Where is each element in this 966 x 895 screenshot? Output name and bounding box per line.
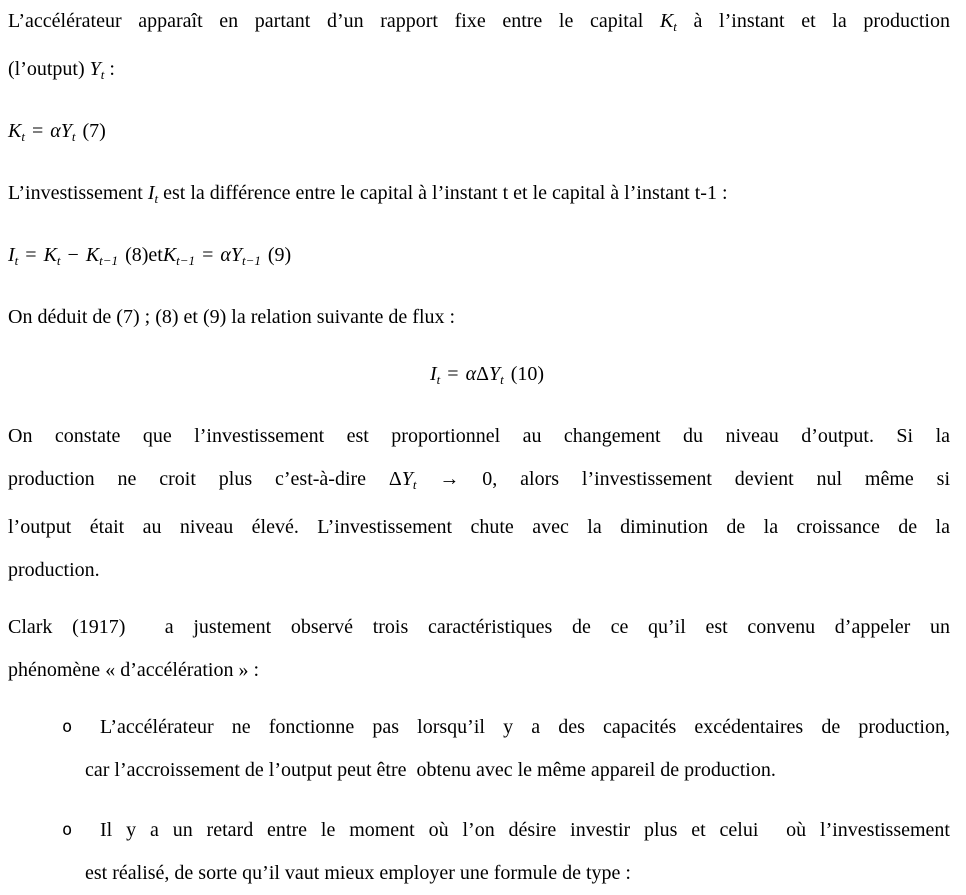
equation-number: (8)	[125, 244, 149, 266]
text-run: phénomène « d’accélération » :	[8, 659, 259, 681]
text-line	[8, 415, 950, 458]
circle-bullet-icon: o	[62, 820, 73, 840]
math-subscript-t: t	[21, 129, 25, 144]
math-var-K: K	[659, 10, 674, 32]
text-line	[8, 649, 950, 692]
math-var-I: I	[147, 182, 155, 204]
paragraph-deduction	[8, 296, 950, 339]
conjunction-et: et	[148, 244, 163, 266]
equation-line	[8, 353, 950, 401]
math-subscript-t: t	[100, 67, 105, 82]
math-var-Y: Y	[89, 58, 101, 80]
equation-line	[8, 234, 950, 282]
math-delta: Δ	[476, 363, 489, 385]
circle-bullet-icon: o	[62, 717, 73, 737]
math-subscript-t-1: t−1	[99, 253, 119, 268]
math-subscript-t: t	[154, 191, 159, 206]
math-subscript-t: t	[71, 129, 76, 144]
math-subscript-t: t	[673, 19, 677, 34]
equals-sign: =	[25, 244, 37, 266]
paragraph-proportionality	[8, 415, 950, 592]
text-run: car l’accroissement de l’output peut être obtenu avec le même appareil de production.	[85, 759, 776, 781]
text-line	[85, 706, 950, 749]
equation-8-9	[8, 234, 950, 282]
math-var-Y: Y	[488, 363, 501, 385]
text-line	[8, 506, 950, 549]
equation-number: (10)	[510, 363, 545, 385]
text-line	[8, 0, 950, 48]
text-run: production.	[8, 559, 100, 581]
paragraph-investment-def	[8, 172, 950, 220]
math-var-Y: Y	[401, 468, 413, 490]
math-delta: Δ	[388, 468, 402, 490]
math-subscript-t-1: t−1	[176, 253, 196, 268]
math-subscript-t: t	[14, 253, 19, 268]
text-run: à l’instant et la production	[676, 10, 950, 32]
text-line	[8, 549, 950, 592]
math-subscript-t-1: t−1	[241, 253, 261, 268]
math-subscript-t: t	[56, 253, 61, 268]
equals-sign: =	[31, 120, 44, 142]
math-var-alpha: α	[465, 363, 477, 385]
paragraph-clark	[8, 606, 950, 692]
text-run: L’investissement	[8, 182, 148, 204]
paragraph-accelerator-intro	[8, 0, 950, 96]
text-line	[8, 606, 950, 649]
text-run: est réalisé, de sorte qu’il vaut mieux employer une formule de type :	[85, 862, 631, 884]
text-run: L’accélérateur ne fonctionne pas lorsqu’il y a des capacités excédentaires de production,	[100, 716, 950, 738]
math-var-I: I	[8, 244, 15, 266]
equation-10	[8, 353, 950, 401]
math-var-alphaY: αY	[50, 120, 72, 142]
math-subscript-t: t	[412, 477, 417, 492]
text-run: Il y a un retard entre le moment où l’on désire investir plus et celui où l’investissement	[100, 819, 950, 841]
text-run: :	[104, 58, 115, 80]
text-run: Clark (1917) a justement observé trois caractéristiques de ce qu’il est convenu d’appeler un	[8, 616, 950, 638]
math-subscript-t: t	[500, 372, 504, 387]
text-line	[8, 172, 950, 220]
text-line	[85, 809, 950, 852]
list-item-investment-lag	[62, 809, 950, 895]
text-run: production ne croit plus c’est-à-dire	[8, 468, 389, 490]
text-run: On constate que l’investissement est proportionnel au changement du niveau d’output. Si la	[8, 425, 950, 447]
text-line	[8, 48, 950, 96]
text-line	[85, 749, 950, 792]
math-var-alphaY: αY	[220, 244, 242, 266]
math-var-K: K	[85, 244, 100, 266]
text-run: On déduit de (7) ; (8) et (9) la relation suivante de flux :	[8, 306, 456, 328]
equation-number: (7)	[82, 120, 106, 142]
list-item-excess-capacity	[62, 706, 950, 792]
math-var-K: K	[43, 244, 57, 266]
text-run: l’output était au niveau élevé. L’investissement chute avec la diminution de la croissance de la	[8, 516, 950, 538]
math-var-K: K	[162, 244, 177, 266]
equation-line	[8, 110, 950, 158]
text-run: → 0, alors l’investissement devient nul même si	[416, 468, 950, 490]
equals-sign: =	[447, 363, 459, 385]
math-var-K: K	[8, 120, 22, 142]
text-line	[85, 852, 950, 895]
text-run: est la différence entre le capital à l’instant t et le capital à l’instant t-1 :	[158, 182, 728, 204]
math-subscript-t: t	[436, 372, 441, 387]
text-run: L’accélérateur apparaît en partant d’un rapport fixe entre le capital	[8, 10, 660, 32]
equals-sign: =	[202, 244, 214, 266]
equation-number: (9)	[267, 244, 292, 266]
math-var-I: I	[429, 363, 437, 385]
bullet-list	[8, 706, 950, 895]
equation-7	[8, 110, 950, 158]
minus-sign: −	[67, 244, 79, 266]
text-run: (l’output)	[8, 58, 90, 80]
text-line	[8, 458, 950, 506]
text-line	[8, 296, 950, 339]
